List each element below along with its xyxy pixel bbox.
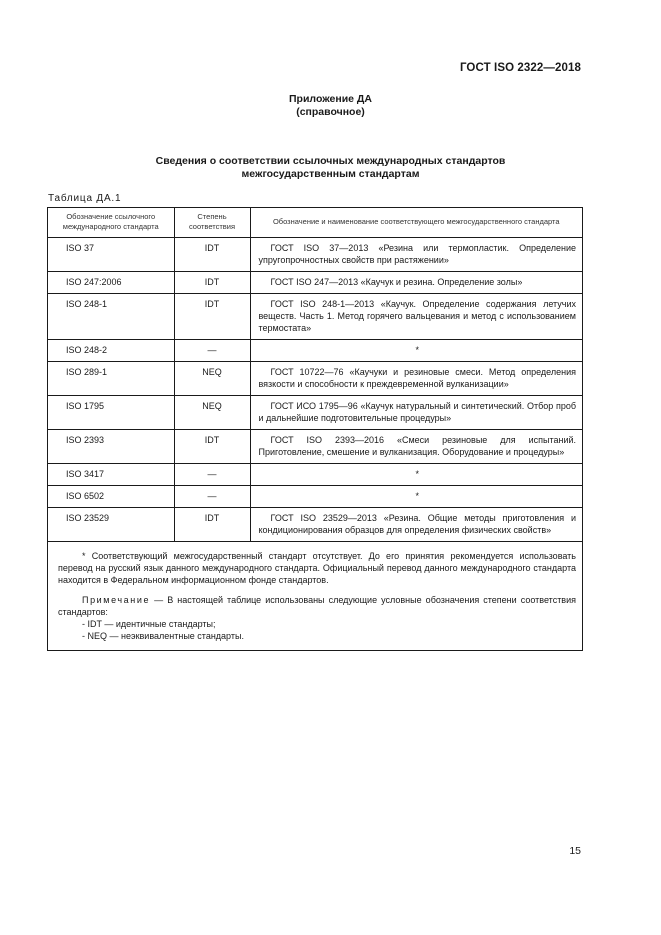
table-row (48, 340, 582, 362)
appendix-subtitle: (справочное) (296, 106, 365, 118)
table-row (48, 362, 582, 396)
document-code: ГОСТ ISO 2322—2018 (459, 62, 581, 74)
cell-degree: — (174, 464, 250, 486)
cell-degree: NEQ (174, 362, 250, 396)
cell-degree: IDT (174, 508, 250, 542)
header-interstate-standard: Обозначение и наименование соответствующего межгосударственного стандарта (250, 208, 582, 238)
table-row (48, 464, 582, 486)
cell-reference: ISO 3417 (48, 464, 174, 486)
cell-reference: ISO 2393 (48, 430, 174, 464)
cell-description: ГОСТ 10722—76 «Каучуки и резиновые смеси. Метод определения вязкости и способности к преждевременной вулканизации» (250, 362, 582, 396)
cell-degree: — (174, 486, 250, 508)
cell-reference: ISO 23529 (48, 508, 174, 542)
table-row (48, 508, 582, 542)
table-row (48, 486, 582, 508)
table-row (48, 294, 582, 340)
cell-reference: ISO 37 (48, 238, 174, 272)
section-title-line-1: Сведения о соответствии ссылочных международных стандартов (155, 155, 506, 167)
cell-reference: ISO 248-1 (48, 294, 174, 340)
cell-description: ГОСТ ISO 37—2013 «Резина или термопластик. Определение упругопрочностных свойств при растяжении» (250, 238, 582, 272)
note-label: Примечание (82, 595, 151, 605)
cell-reference: ISO 289-1 (48, 362, 174, 396)
cell-reference: ISO 247:2006 (48, 272, 174, 294)
note-text: — В настоящей таблице использованы следующие условные обозначения степени соответствия стандартов: (58, 595, 576, 617)
cell-description: ГОСТ ISO 23529—2013 «Резина. Общие методы приготовления и кондиционирования образцов для определения физических свойств» (250, 508, 582, 542)
note-item-neq: - NEQ — неэквивалентные стандарты. (82, 631, 244, 641)
correspondence-table-frame (47, 207, 583, 651)
header-degree: Степень соответствия (174, 208, 250, 238)
cell-degree: NEQ (174, 396, 250, 430)
table-row (48, 238, 582, 272)
cell-degree: — (174, 340, 250, 362)
correspondence-table (48, 208, 582, 542)
cell-description: ГОСТ ИСО 1795—96 «Каучук натуральный и синтетический. Отбор проб и дальнейшие подготовительные процедуры» (250, 396, 582, 430)
footnote: * Соответствующий межгосударственный стандарт отсутствует. До его принятия рекомендуется использовать перевод на русский язык данного международного стандарта. Официальный перевод данного международного стандарта находится в Федеральном информационном фонде стандартов. (58, 551, 576, 585)
cell-description: * (250, 464, 582, 486)
note (58, 594, 576, 618)
cell-degree: IDT (174, 294, 250, 340)
cell-description: * (250, 486, 582, 508)
appendix-title: Приложение ДА (289, 93, 372, 105)
section-title-line-2: межгосударственным стандартам (241, 168, 420, 180)
cell-degree: IDT (174, 430, 250, 464)
header-reference-standard: Обозначение ссылочного международного стандарта (48, 208, 174, 238)
page-number: 15 (569, 845, 581, 857)
cell-reference: ISO 6502 (48, 486, 174, 508)
note-item-idt: - IDT — идентичные стандарты; (82, 619, 216, 629)
cell-degree: IDT (174, 238, 250, 272)
cell-description: * (250, 340, 582, 362)
table-row (48, 430, 582, 464)
section-title (0, 155, 661, 181)
table-header-row (48, 208, 582, 238)
table-row (48, 272, 582, 294)
cell-reference: ISO 248-2 (48, 340, 174, 362)
cell-description: ГОСТ ISO 2393—2016 «Смеси резиновые для испытаний. Приготовление, смешение и вулканизация. Оборудование и процедуры» (250, 430, 582, 464)
table-row (48, 396, 582, 430)
appendix-heading (0, 93, 661, 119)
table-caption: Таблица ДА.1 (48, 193, 122, 204)
cell-reference: ISO 1795 (48, 396, 174, 430)
cell-description: ГОСТ ISO 248-1—2013 «Каучук. Определение содержания летучих веществ. Часть 1. Метод горячего вальцевания и метод с использованием термостата» (250, 294, 582, 340)
cell-degree: IDT (174, 272, 250, 294)
cell-description: ГОСТ ISO 247—2013 «Каучук и резина. Определение золы» (250, 272, 582, 294)
table-notes (48, 542, 582, 650)
